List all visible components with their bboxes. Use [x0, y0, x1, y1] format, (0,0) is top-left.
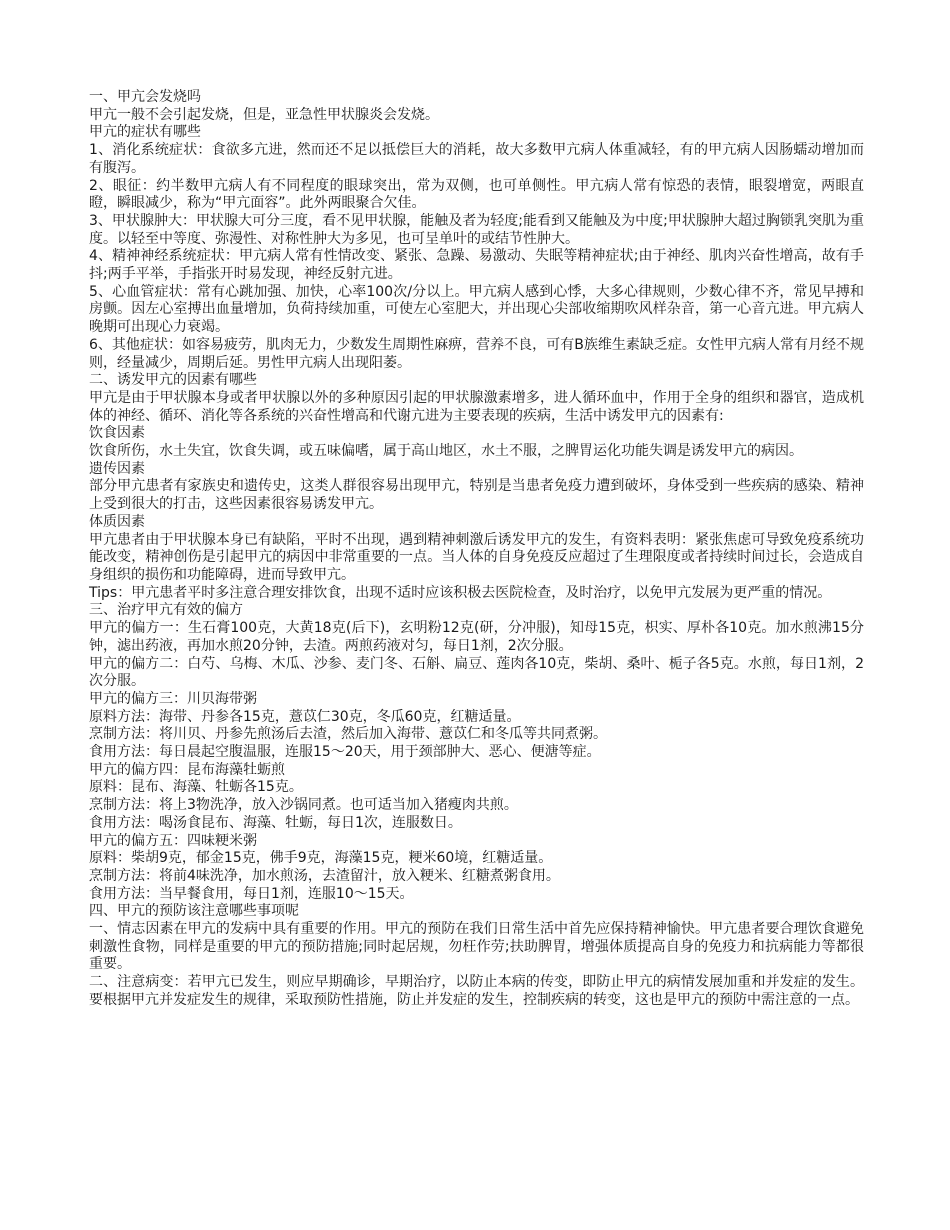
paragraph: 烹制方法：将前4味洗净，加水煎汤，去渣留汁，放入粳米、红糖煮粥食用。	[89, 867, 560, 884]
section-heading-causes: 二、诱发甲亢的因素有哪些	[89, 372, 257, 389]
subheading-constitution: 体质因素	[89, 513, 145, 530]
paragraph: 食用方法：每日晨起空腹温服，连服15～20天，用于颈部肿大、恶心、便溏等症。	[89, 744, 601, 761]
section-heading-fever: 一、甲亢会发烧吗	[89, 89, 201, 105]
paragraph: 食用方法：当早餐食用，每日1剂，连服10～15天。	[89, 885, 414, 902]
paragraph: 一、情志因素在甲亢的发病中具有重要的作用。甲亢的预防在我们日常生活中首先应保持精神愉快。甲亢患者要合理饮食避免刺激性食物，同样是重要的甲亢的预防措施;同时起居规，勿枉作劳;扶助脾胃，增强体质提高自身的免疫力和抗病能力等都很重要。	[89, 921, 864, 973]
paragraph: 甲亢的偏方一：生石膏100克，大黄18克(后下)，玄明粉12克(研，分冲服)，知母15克，枳实、厚朴各10克。加水煎沸15分钟，滤出药液，再加水煎20分钟，去渣。两煎药液对匀，每日1剂，2次分服。	[89, 620, 864, 654]
paragraph: 5、心血管症状：常有心跳加强、加快，心率100次/分以上。甲亢病人感到心悸，大多心律规则，少数心律不齐，常见早搏和房颤。因左心室搏出血量增加，负荷持续加重，可使左心室肥大，并出现心尖部收缩期吹风样杂音，第一心音亢进。甲亢病人晚期可出现心力衰竭。	[89, 283, 864, 336]
paragraph: 原料：柴胡9克，郁金15克，佛手9克，海藻15克，粳米60境，红糖适量。	[89, 850, 553, 867]
section-heading-prevention: 四、甲亢的预防该注意哪些事项呢	[89, 903, 299, 920]
paragraph: 烹制方法：将上3物洗净，放入沙锅同煮。也可适当加入猪瘦肉共煎。	[89, 797, 518, 814]
paragraph: 食用方法：喝汤食昆布、海藻、牡蛎，每日1次，连服数日。	[89, 814, 462, 831]
paragraph: 饮食所伤，水土失宜，饮食失调，或五味偏嗜，属于高山地区，水土不服，之脾胃运化功能失调是诱发甲亢的病因。	[89, 443, 803, 460]
tips-paragraph: Tips：甲亢患者平时多注意合理安排饮食，出现不适时应该积极去医院检查，及时治疗，以免甲亢发展为更严重的情况。	[89, 584, 832, 601]
subheading-diet: 饮食因素	[89, 425, 145, 442]
paragraph: 3、甲状腺肿大：甲状腺大可分三度，看不见甲状腺，能触及者为轻度;能看到又能触及为中度;甲状腺肿大超过胸锁乳突肌为重度。以轻至中等度、弥漫性、对称性肿大为多见，也可呈单叶的或结节性肿大。	[89, 212, 864, 247]
paragraph: 甲亢的偏方四：昆布海藻牡蛎煎	[89, 761, 285, 778]
paragraph: 甲亢的偏方二：白芍、乌梅、木瓜、沙参、麦门冬、石斛、扁豆、莲肉各10克，柴胡、桑叶、栀子各5克。水煎，每日1剂，2次分服。	[89, 655, 864, 690]
paragraph: 部分甲亢患者有家族史和遗传史，这类人群很容易出现甲亢，特别是当患者免疫力遭到破坏，身体受到一些疾病的感染、精神上受到很大的打击，这些因素很容易诱发甲亢。	[89, 478, 864, 513]
paragraph: 烹制方法：将川贝、丹参先煎汤后去渣，然后加入海带、薏苡仁和冬瓜等共同煮粥。	[89, 726, 607, 743]
paragraph: 二、注意病变：若甲亢已发生，则应早期确诊，早期治疗，以防止本病的传变，即防止甲亢的病情发展加重和并发症的发生。要根据甲亢并发症发生的规律，采取预防性措施，防止并发症的发生，控制疾病的转变，这也是甲亢的预防中需注意的一点。	[89, 974, 864, 1008]
document-body	[89, 89, 864, 1010]
paragraph: 2、眼征：约半数甲亢病人有不同程度的眼球突出，常为双侧，也可单侧性。甲亢病人常有惊恐的表情，眼裂增宽，两眼直瞪，瞬眼减少，称为“甲亢面容”。此外两眼聚合欠佳。	[89, 177, 864, 212]
section-heading-remedies: 三、治疗甲亢有效的偏方	[89, 602, 243, 619]
paragraph: 甲亢的偏方五：四味粳米粥	[89, 832, 257, 849]
paragraph: 1、消化系统症状：食欲多亢进，然而还不足以抵偿巨大的消耗，故大多数甲亢病人体重减轻，有的甲亢病人因肠蠕动增加而有腹泻。	[89, 142, 864, 176]
paragraph: 甲亢一般不会引起发烧，但是，亚急性甲状腺炎会发烧。	[89, 106, 439, 123]
paragraph: 甲亢是由于甲状腺本身或者甲状腺以外的多种原因引起的甲状腺激素增多，进人循环血中，作用于全身的组织和器官，造成机体的神经、循环、消化等各系统的兴奋性增高和代谢亢进为主要表现的疾病，生活中诱发甲亢的因素有:	[89, 389, 864, 424]
subheading-symptoms: 甲亢的症状有哪些	[89, 124, 201, 141]
paragraph: 原料：昆布、海藻、牡蛎各15克。	[89, 779, 303, 796]
paragraph: 6、其他症状：如容易疲劳，肌肉无力，少数发生周期性麻痹，营养不良，可有B族维生素缺乏症。女性甲亢病人常有月经不规则，经量减少，周期后延。男性甲亢病人出现阳萎。	[89, 336, 864, 371]
subheading-genetics: 遗传因素	[89, 460, 145, 477]
paragraph: 甲亢患者由于甲状腺本身已有缺陷，平时不出现，遇到精神刺激后诱发甲亢的发生，有资料表明：紧张焦虑可导致免疫系统功能改变，精神创伤是引起甲亢的病因中非常重要的一点。当人体的自身免疫反应超过了生理限度或者持续时间过长，会造成自身组织的损伤和功能障碍，进而导致甲亢。	[89, 531, 864, 583]
paragraph: 甲亢的偏方三：川贝海带粥	[89, 690, 257, 707]
paragraph: 原料方法：海带、丹参各15克，薏苡仁30克，冬瓜60克，红糖适量。	[89, 708, 521, 725]
paragraph: 4、精神神经系统症状：甲亢病人常有性情改变、紧张、急躁、易激动、失眠等精神症状;由于神经、肌肉兴奋性增高，故有手抖;两手平举，手指张开时易发现，神经反射亢进。	[89, 248, 864, 283]
